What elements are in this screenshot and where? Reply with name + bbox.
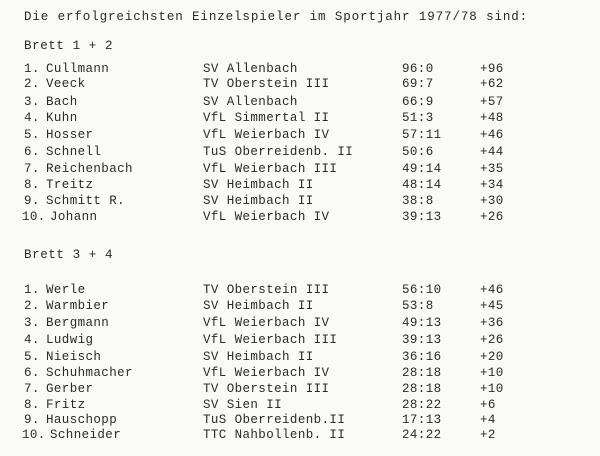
table-row xyxy=(0,316,600,331)
club-name: SV Heimbach II xyxy=(203,350,314,364)
club-name: TV Oberstein III xyxy=(203,77,330,91)
score-ratio: 56:10 xyxy=(402,283,442,297)
plus-difference: +20 xyxy=(480,350,504,364)
table-row xyxy=(0,77,600,92)
section-title-brett-1-2: Brett 1 + 2 xyxy=(24,39,114,53)
club-name: VfL Simmertal II xyxy=(203,111,330,125)
table-row xyxy=(0,428,600,443)
score-ratio: 28:18 xyxy=(402,382,442,396)
player-name: Warmbier xyxy=(46,299,110,313)
score-ratio: 17:13 xyxy=(402,413,442,427)
rank-number: 6. xyxy=(24,145,40,159)
plus-difference: +4 xyxy=(480,413,496,427)
rank-number: 10. xyxy=(22,428,46,442)
table-row xyxy=(0,62,600,77)
player-name: Reichenbach xyxy=(46,162,133,176)
section-title-brett-3-4: Brett 3 + 4 xyxy=(24,248,114,262)
score-ratio: 39:13 xyxy=(402,333,442,347)
plus-difference: +10 xyxy=(480,382,504,396)
club-name: TuS Oberreidenb. II xyxy=(203,145,354,159)
player-name: Werle xyxy=(46,283,86,297)
score-ratio: 69:7 xyxy=(402,77,434,91)
rank-number: 4. xyxy=(24,333,40,347)
rank-number: 2. xyxy=(24,77,40,91)
table-row xyxy=(0,194,600,209)
table-row xyxy=(0,145,600,160)
score-ratio: 96:0 xyxy=(402,62,434,76)
club-name: SV Sien II xyxy=(203,398,283,412)
score-ratio: 36:16 xyxy=(402,350,442,364)
club-name: TTC Nahbollenb. II xyxy=(203,428,346,442)
table-row xyxy=(0,350,600,365)
club-name: TV Oberstein III xyxy=(203,382,330,396)
plus-difference: +35 xyxy=(480,162,504,176)
plus-difference: +46 xyxy=(480,283,504,297)
score-ratio: 49:14 xyxy=(402,162,442,176)
plus-difference: +30 xyxy=(480,194,504,208)
rank-number: 8. xyxy=(24,398,40,412)
table-row xyxy=(0,162,600,177)
plus-difference: +45 xyxy=(480,299,504,313)
score-ratio: 28:22 xyxy=(402,398,442,412)
plus-difference: +34 xyxy=(480,178,504,192)
score-ratio: 50:6 xyxy=(402,145,434,159)
rank-number: 9. xyxy=(24,194,40,208)
plus-difference: +10 xyxy=(480,366,504,380)
player-name: Treitz xyxy=(46,178,94,192)
score-ratio: 66:9 xyxy=(402,95,434,109)
table-row xyxy=(0,299,600,314)
score-ratio: 39:13 xyxy=(402,210,442,224)
plus-difference: +62 xyxy=(480,77,504,91)
plus-difference: +96 xyxy=(480,62,504,76)
plus-difference: +2 xyxy=(480,428,496,442)
player-name: Hauschopp xyxy=(46,413,118,427)
rank-number: 8. xyxy=(24,178,40,192)
rank-number: 7. xyxy=(24,162,40,176)
rank-number: 3. xyxy=(24,316,40,330)
club-name: SV Heimbach II xyxy=(203,194,314,208)
player-name: Hosser xyxy=(46,128,94,142)
rank-number: 4. xyxy=(24,111,40,125)
plus-difference: +36 xyxy=(480,316,504,330)
rank-number: 7. xyxy=(24,382,40,396)
score-ratio: 48:14 xyxy=(402,178,442,192)
player-name: Veeck xyxy=(46,77,86,91)
club-name: VfL Weierbach IV xyxy=(203,128,330,142)
club-name: TuS Oberreidenb.II xyxy=(203,413,346,427)
club-name: VfL Weierbach IV xyxy=(203,366,330,380)
player-name: Schnell xyxy=(46,145,102,159)
table-row xyxy=(0,210,600,225)
rank-number: 5. xyxy=(24,350,40,364)
table-row xyxy=(0,413,600,428)
player-name: Ludwig xyxy=(46,333,94,347)
table-row xyxy=(0,366,600,381)
score-ratio: 28:18 xyxy=(402,366,442,380)
player-name: Cullmann xyxy=(46,62,110,76)
player-name: Gerber xyxy=(46,382,94,396)
rank-number: 1. xyxy=(24,62,40,76)
player-name: Schneider xyxy=(50,428,122,442)
rank-number: 3. xyxy=(24,95,40,109)
plus-difference: +57 xyxy=(480,95,504,109)
page-heading: Die erfolgreichsten Einzelspieler im Sportjahr 1977/78 sind: xyxy=(24,10,529,24)
club-name: VfL Weierbach III xyxy=(203,333,338,347)
table-row xyxy=(0,95,600,110)
club-name: VfL Weierbach III xyxy=(203,162,338,176)
player-name: Nieisch xyxy=(46,350,102,364)
rank-number: 10. xyxy=(22,210,46,224)
score-ratio: 51:3 xyxy=(402,111,434,125)
club-name: SV Allenbach xyxy=(203,95,298,109)
plus-difference: +26 xyxy=(480,333,504,347)
score-ratio: 57:11 xyxy=(402,128,442,142)
rank-number: 2. xyxy=(24,299,40,313)
plus-difference: +48 xyxy=(480,111,504,125)
club-name: VfL Weierbach IV xyxy=(203,316,330,330)
player-name: Bergmann xyxy=(46,316,110,330)
table-row xyxy=(0,178,600,193)
club-name: SV Heimbach II xyxy=(203,178,314,192)
club-name: TV Oberstein III xyxy=(203,283,330,297)
club-name: SV Allenbach xyxy=(203,62,298,76)
table-row xyxy=(0,283,600,298)
rank-number: 5. xyxy=(24,128,40,142)
player-name: Bach xyxy=(46,95,78,109)
rank-number: 6. xyxy=(24,366,40,380)
score-ratio: 49:13 xyxy=(402,316,442,330)
player-name: Johann xyxy=(50,210,98,224)
player-name: Schmitt R. xyxy=(46,194,126,208)
player-name: Schuhmacher xyxy=(46,366,133,380)
player-name: Kuhn xyxy=(46,111,78,125)
score-ratio: 38:8 xyxy=(402,194,434,208)
table-row xyxy=(0,382,600,397)
club-name: SV Heimbach II xyxy=(203,299,314,313)
plus-difference: +6 xyxy=(480,398,496,412)
score-ratio: 53:8 xyxy=(402,299,434,313)
table-row xyxy=(0,111,600,126)
table-row xyxy=(0,128,600,143)
plus-difference: +46 xyxy=(480,128,504,142)
plus-difference: +26 xyxy=(480,210,504,224)
rank-number: 1. xyxy=(24,283,40,297)
plus-difference: +44 xyxy=(480,145,504,159)
club-name: VfL Weierbach IV xyxy=(203,210,330,224)
player-name: Fritz xyxy=(46,398,86,412)
score-ratio: 24:22 xyxy=(402,428,442,442)
table-row xyxy=(0,398,600,413)
rank-number: 9. xyxy=(24,413,40,427)
table-row xyxy=(0,333,600,348)
